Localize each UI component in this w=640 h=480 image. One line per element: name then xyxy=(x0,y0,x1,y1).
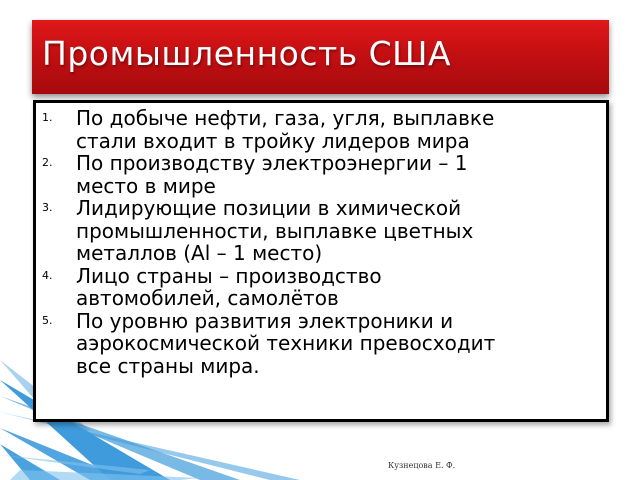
list-item-number: 1. xyxy=(42,111,53,124)
list-item-text: По добыче нефти, газа, угля, выплавке стали входит в тройку лидеров мира xyxy=(76,106,495,153)
list-item-number: 2. xyxy=(42,156,53,169)
list-item-number: 5. xyxy=(42,313,53,327)
footer-author: Кузнецова Е. Ф. xyxy=(388,461,456,470)
list-item xyxy=(36,152,606,197)
content-box xyxy=(33,100,609,422)
list-item-number: 4. xyxy=(42,268,53,282)
list-item xyxy=(36,310,606,378)
list-item xyxy=(36,197,606,265)
list-item-text: По уровню развития электроники и аэрокосмической техники превосходит все страны мира. xyxy=(76,308,496,378)
list-item-text: Лидирующие позиции в химической промышленности, выплавке цветных металлов (Al – 1 место) xyxy=(76,196,474,265)
list-item-number: 3. xyxy=(42,201,53,214)
list-item xyxy=(36,265,606,310)
list-item-text: По производству электроэнергии – 1 место в мире xyxy=(76,151,468,198)
title-bar xyxy=(32,20,609,94)
slide-title: Промышленность США xyxy=(42,34,452,73)
list-item xyxy=(36,107,606,152)
numbered-list xyxy=(36,107,606,377)
list-item-text: Лицо страны – производство автомобилей, самолётов xyxy=(76,263,382,310)
